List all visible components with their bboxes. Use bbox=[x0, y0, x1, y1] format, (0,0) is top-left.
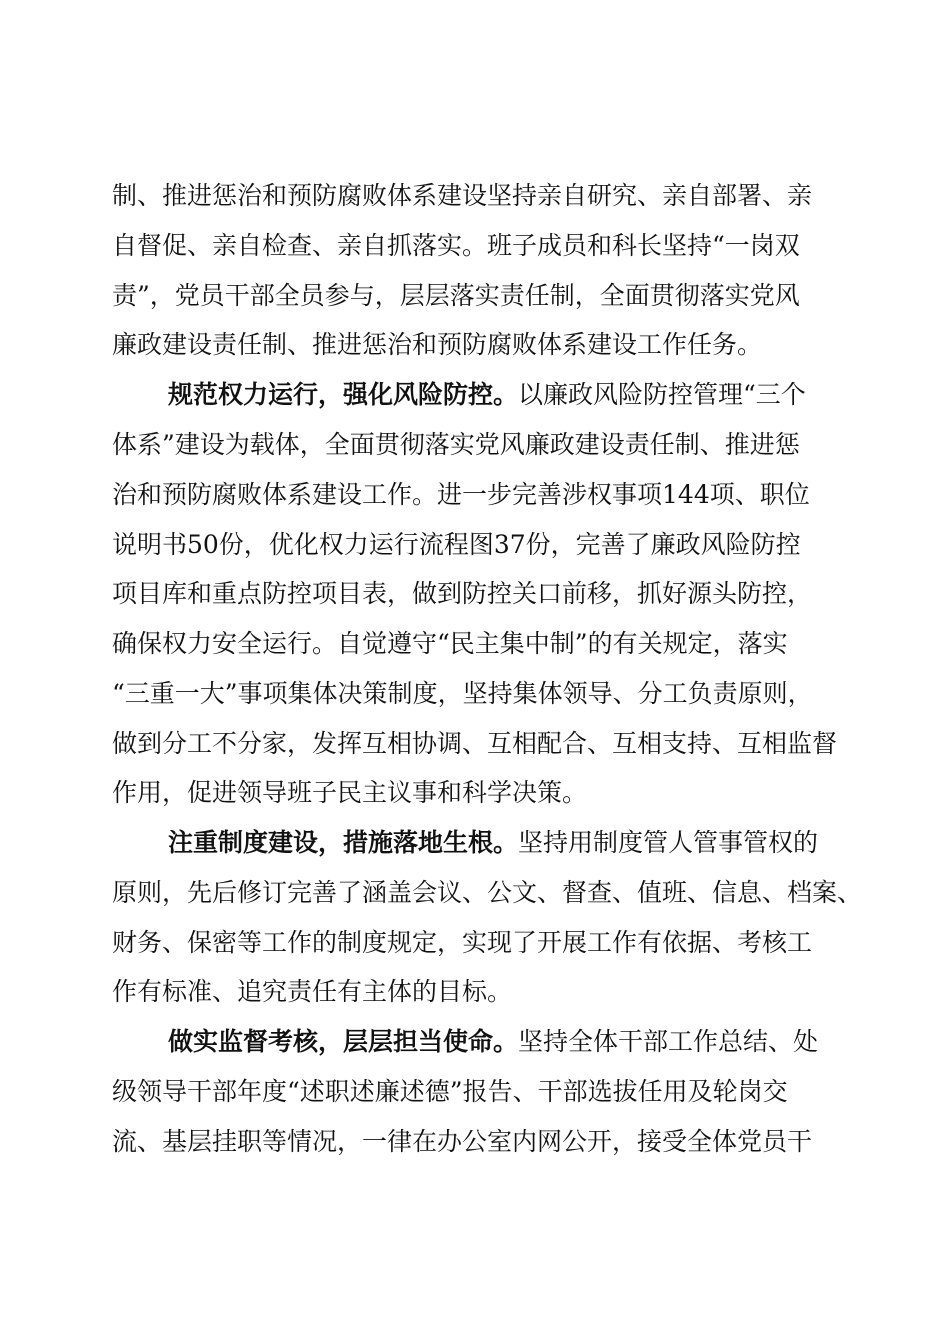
paragraph-line: 财务、保密等工作的制度规定，实现了开展工作有依据、考核工 bbox=[112, 928, 813, 957]
section-heading: 规范权力运行，强化风险防控。 bbox=[168, 380, 519, 409]
paragraph-line: 责”，党员干部全员参与，层层落实责任制，全面贯彻落实党风 bbox=[112, 281, 800, 310]
section-first-line-text: 以廉政风险防控管理“三个 bbox=[518, 380, 806, 409]
section-first-line bbox=[168, 827, 832, 859]
paragraph-line: 确保权力安全运行。自觉遵守“民主集中制”的有关规定，落实 bbox=[112, 629, 788, 658]
paragraph-line: 体系”建设为载体，全面贯彻落实党风廉政建设责任制、推进惩 bbox=[112, 430, 800, 459]
paragraph-line: 做到分工不分家，发挥互相协调、互相配合、互相支持、互相监督 bbox=[112, 729, 838, 758]
paragraph-line: 流、基层挂职等情况，一律在办公室内网公开，接受全体党员干 bbox=[112, 1127, 813, 1156]
section-first-line-text: 坚持全体干部工作总结、处 bbox=[518, 1027, 819, 1056]
paragraph-line: 说明书50份，优化权力运行流程图37份，完善了廉政风险防控 bbox=[112, 530, 801, 559]
section-first-line-text: 坚持用制度管人管事管权的 bbox=[518, 828, 819, 857]
paragraph-line: 作用，促进领导班子民主议事和科学决策。 bbox=[112, 778, 588, 807]
paragraph-line: 廉政建设责任制、推进惩治和预防腐败体系建设工作任务。 bbox=[112, 330, 763, 359]
paragraph-line: “三重一大”事项集体决策制度，坚持集体领导、分工负责原则， bbox=[112, 679, 813, 708]
paragraph-line: 级领导干部年度“述职述廉述德”报告、干部选拔任用及轮岗交 bbox=[112, 1077, 788, 1106]
section-first-line bbox=[168, 379, 832, 411]
paragraph-line: 项目库和重点防控项目表，做到防控关口前移，抓好源头防控， bbox=[112, 579, 813, 608]
paragraph-line: 治和预防腐败体系建设工作。进一步完善涉权事项144项、职位 bbox=[112, 480, 810, 509]
paragraph-line: 作有标准、追究责任有主体的目标。 bbox=[112, 977, 513, 1006]
paragraph-line: 原则，先后修订完善了涵盖会议、公文、督查、值班、信息、档案、 bbox=[112, 878, 863, 907]
section-heading: 注重制度建设，措施落地生根。 bbox=[168, 828, 519, 857]
paragraph-line: 制、推进惩治和预防腐败体系建设坚持亲自研究、亲自部署、亲 bbox=[112, 181, 813, 210]
section-first-line bbox=[168, 1026, 832, 1058]
paragraph-line: 自督促、亲自检查、亲自抓落实。班子成员和科长坚持“一岗双 bbox=[112, 231, 800, 260]
section-heading: 做实监督考核，层层担当使命。 bbox=[168, 1027, 519, 1056]
